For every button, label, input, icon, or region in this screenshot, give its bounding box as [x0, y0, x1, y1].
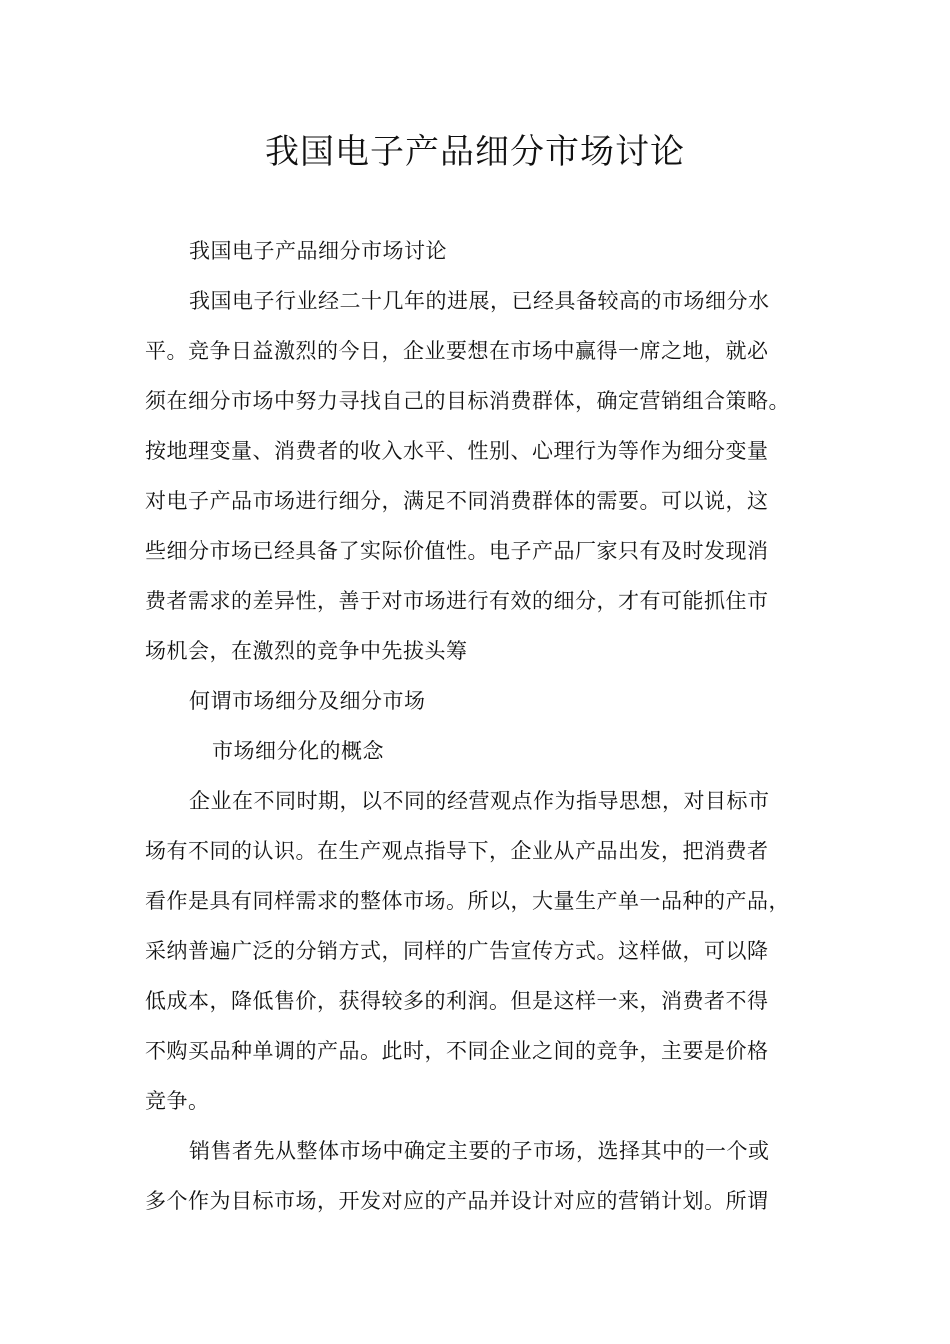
- paragraph-heading: 我国电子产品细分市场讨论: [189, 239, 447, 263]
- document-body: [145, 226, 817, 1226]
- text-line: 采纳普遍广泛的分销方式，同样的广告宣传方式。这样做，可以降: [145, 939, 769, 963]
- text-line: 我国电子行业经二十几年的进展，已经具备较高的市场细分水: [189, 289, 770, 313]
- text-line: 场有不同的认识。在生产观点指导下，企业从产品出发，把消费者: [145, 839, 769, 863]
- text-line: 费者需求的差异性，善于对市场进行有效的细分，才有可能抓住市: [145, 589, 769, 613]
- text-line: 须在细分市场中努力寻找自己的目标消费群体，确定营销组合策略。: [145, 389, 790, 413]
- text-line: 不购买品种单调的产品。此时，不同企业之间的竞争，主要是价格: [145, 1039, 769, 1063]
- text-line: 对电子产品市场进行细分，满足不同消费群体的需要。可以说，这: [145, 489, 769, 513]
- text-line: 销售者先从整体市场中确定主要的子市场，选择其中的一个或: [189, 1139, 770, 1163]
- section-heading: 何谓市场细分及细分市场: [189, 689, 426, 713]
- text-line: 场机会，在激烈的竞争中先拔头筹: [145, 639, 468, 663]
- text-line: 按地理变量、消费者的收入水平、性别、心理行为等作为细分变量: [145, 439, 769, 463]
- text-line: 多个作为目标市场，开发对应的产品并设计对应的营销计划。所谓: [145, 1189, 769, 1213]
- subsection-heading: 市场细分化的概念: [212, 739, 384, 763]
- text-line: 些细分市场已经具备了实际价值性。电子产品厂家只有及时发现消: [145, 539, 769, 563]
- text-line: 平。竞争日益激烈的今日，企业要想在市场中赢得一席之地，就必: [145, 339, 769, 363]
- document-title: 我国电子产品细分市场讨论: [265, 132, 685, 172]
- text-line: 低成本，降低售价，获得较多的利润。但是这样一来，消费者不得: [145, 989, 769, 1013]
- text-line: 看作是具有同样需求的整体市场。所以，大量生产单一品种的产品，: [145, 889, 790, 913]
- text-line: 竞争。: [145, 1089, 210, 1113]
- text-line: 企业在不同时期，以不同的经营观点作为指导思想，对目标市: [189, 789, 770, 813]
